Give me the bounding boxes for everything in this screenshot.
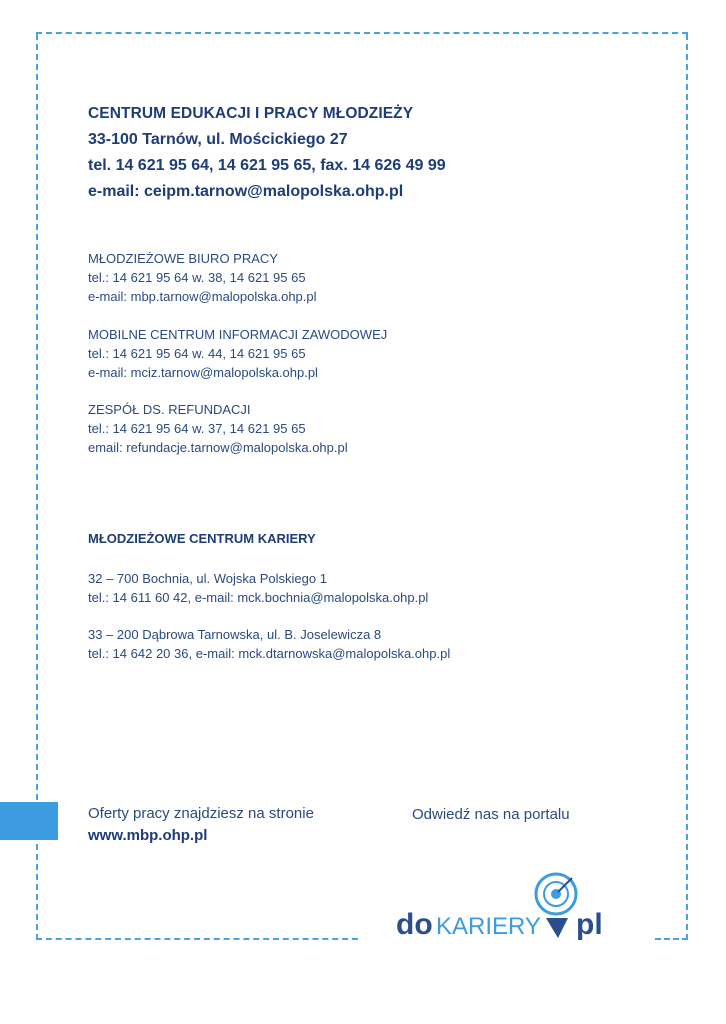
mck-contact[interactable]: tel.: 14 642 20 36, e-mail: mck.dtarnowska@malopolska.ohp.pl xyxy=(88,646,451,661)
section-title: MŁODZIEŻOWE BIURO PRACY xyxy=(88,251,278,266)
section-mciz xyxy=(88,325,648,382)
logo-part-do: do xyxy=(396,908,433,941)
org-phones: tel. 14 621 95 64, 14 621 95 65, fax. 14 626 49 99 xyxy=(88,157,446,174)
dashed-frame-bottom-left xyxy=(36,938,358,940)
side-tab-marker xyxy=(0,802,58,840)
dashed-frame-right xyxy=(686,34,688,940)
section-email[interactable]: email: refundacje.tarnow@malopolska.ohp.pl xyxy=(88,440,348,455)
mck-address: 33 – 200 Dąbrowa Tarnowska, ul. B. Joselewicza 8 xyxy=(88,627,382,642)
footer-offers xyxy=(88,803,314,847)
mck-contact[interactable]: tel.: 14 611 60 42, e-mail: mck.bochnia@malopolska.ohp.pl xyxy=(88,590,429,605)
offers-text: Oferty pracy znajdziesz na stronie xyxy=(88,805,314,822)
section-refundacje xyxy=(88,400,648,457)
org-address: 33-100 Tarnów, ul. Mościckiego 27 xyxy=(88,131,348,148)
org-name: CENTRUM EDUKACJI I PRACY MŁODZIEŻY xyxy=(88,105,414,122)
dokariery-logo[interactable] xyxy=(396,868,626,948)
mck-location-bochnia xyxy=(88,569,648,607)
section-email[interactable]: e-mail: mbp.tarnow@malopolska.ohp.pl xyxy=(88,289,317,304)
section-phone: tel.: 14 621 95 64 w. 37, 14 621 95 65 xyxy=(88,421,306,436)
target-pin-icon xyxy=(536,874,576,938)
section-email[interactable]: e-mail: mciz.tarnow@malopolska.ohp.pl xyxy=(88,365,318,380)
section-title: MOBILNE CENTRUM INFORMACJI ZAWODOWEJ xyxy=(88,327,388,342)
dashed-frame-bottom-right xyxy=(655,938,688,940)
offers-url-link[interactable]: www.mbp.ohp.pl xyxy=(88,827,208,844)
dashed-frame-top xyxy=(36,32,688,34)
section-mbp xyxy=(88,249,648,306)
section-phone: tel.: 14 621 95 64 w. 38, 14 621 95 65 xyxy=(88,270,306,285)
header-block xyxy=(88,101,648,205)
logo-part-pl: pl xyxy=(576,908,603,941)
logo-part-kariery: KARIERY xyxy=(436,913,541,940)
mck-title: MŁODZIEŻOWE CENTRUM KARIERY xyxy=(88,531,316,546)
mck-address: 32 – 700 Bochnia, ul. Wojska Polskiego 1 xyxy=(88,571,327,586)
mck-location-dabrowa xyxy=(88,625,648,663)
section-title: ZESPÓŁ DS. REFUNDACJI xyxy=(88,402,251,417)
section-phone: tel.: 14 621 95 64 w. 44, 14 621 95 65 xyxy=(88,346,306,361)
portal-text: Odwiedź nas na portalu xyxy=(412,806,570,823)
org-email[interactable]: e-mail: ceipm.tarnow@malopolska.ohp.pl xyxy=(88,183,404,200)
